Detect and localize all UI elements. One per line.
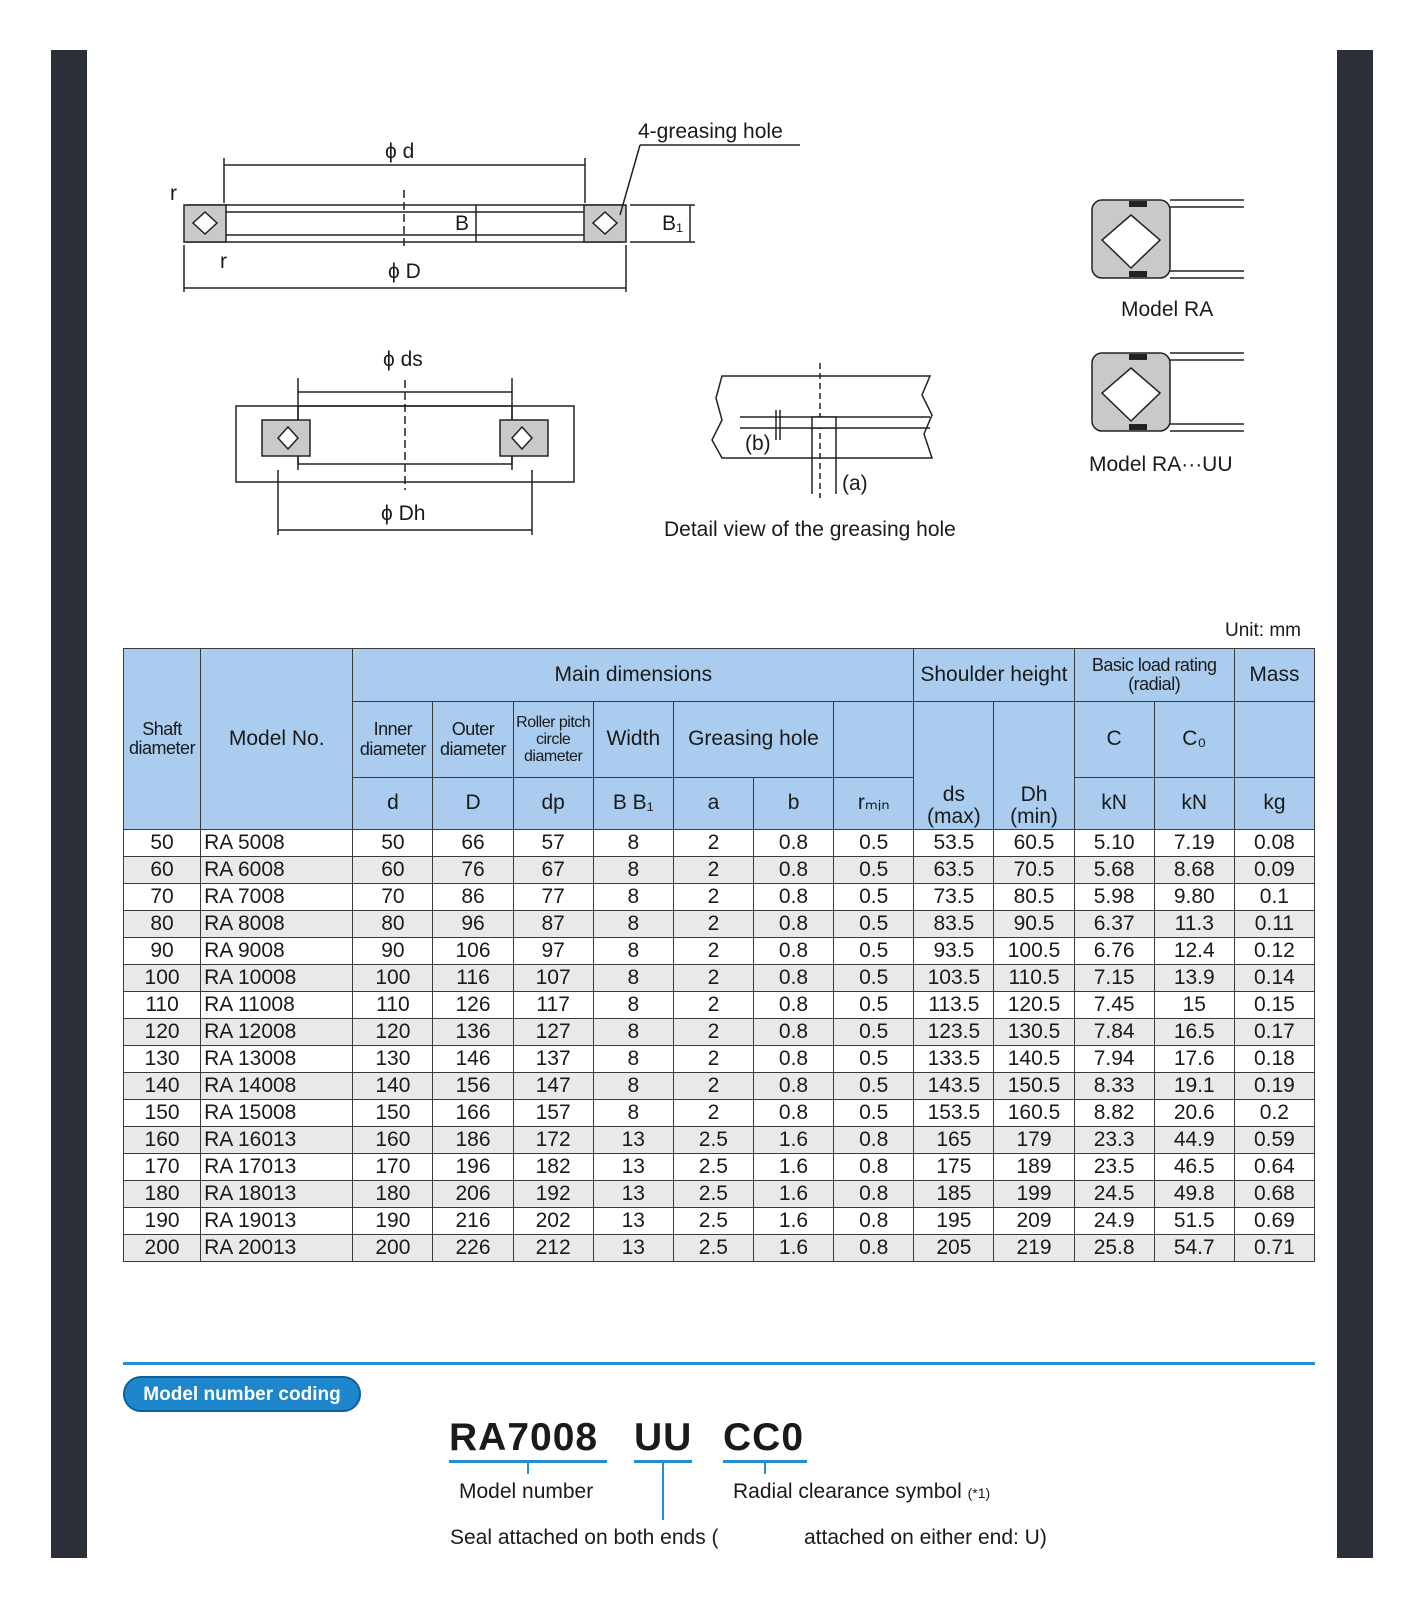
table-cell: RA 8008 xyxy=(201,911,353,938)
table-cell: 165 xyxy=(914,1127,994,1154)
table-cell: 2 xyxy=(673,1073,753,1100)
table-cell: 0.5 xyxy=(834,884,914,911)
header-d: d xyxy=(353,778,433,830)
table-cell: RA 17013 xyxy=(201,1154,353,1181)
table-cell: 0.8 xyxy=(834,1154,914,1181)
table-cell: 50 xyxy=(124,830,201,857)
table-cell: 90 xyxy=(353,938,433,965)
table-cell: RA 11008 xyxy=(201,992,353,1019)
label-seal-either-end: attached on either end: U) xyxy=(804,1526,1047,1549)
table-cell: 123.5 xyxy=(914,1019,994,1046)
table-cell: 1.6 xyxy=(753,1235,833,1262)
table-cell: 2 xyxy=(673,884,753,911)
table-cell: 0.71 xyxy=(1234,1235,1314,1262)
table-cell: 60 xyxy=(353,857,433,884)
table-cell: 1.6 xyxy=(753,1181,833,1208)
table-cell: 8 xyxy=(593,938,673,965)
table-cell: 0.8 xyxy=(753,857,833,884)
table-cell: 20.6 xyxy=(1154,1100,1234,1127)
header-kn-c: kN xyxy=(1074,778,1154,830)
table-cell: 0.5 xyxy=(834,992,914,1019)
table-cell: 0.14 xyxy=(1234,965,1314,992)
table-cell: 200 xyxy=(124,1235,201,1262)
table-cell: RA 20013 xyxy=(201,1235,353,1262)
table-cell: 70.5 xyxy=(994,857,1074,884)
table-cell: 202 xyxy=(513,1208,593,1235)
label-phi-d: ϕ d xyxy=(385,140,415,163)
table-cell: 13 xyxy=(593,1235,673,1262)
table-cell: 87 xyxy=(513,911,593,938)
table-row xyxy=(124,1127,1315,1154)
table-cell: 126 xyxy=(433,992,513,1019)
table-row xyxy=(124,1100,1315,1127)
table-cell: 0.5 xyxy=(834,911,914,938)
table-cell: 7.15 xyxy=(1074,965,1154,992)
table-cell: 0.8 xyxy=(834,1127,914,1154)
table-cell: 153.5 xyxy=(914,1100,994,1127)
table-cell: 15 xyxy=(1154,992,1234,1019)
table-cell: 70 xyxy=(124,884,201,911)
clearance-tick xyxy=(764,1460,766,1474)
table-cell: RA 9008 xyxy=(201,938,353,965)
table-cell: 80 xyxy=(353,911,433,938)
table-cell: 76 xyxy=(433,857,513,884)
header-dp: dp xyxy=(513,778,593,830)
header-ds-max: ds (max) xyxy=(914,702,994,830)
table-cell: 157 xyxy=(513,1100,593,1127)
table-row xyxy=(124,965,1315,992)
table-cell: 2 xyxy=(673,857,753,884)
table-cell: 8 xyxy=(593,1046,673,1073)
table-cell: 147 xyxy=(513,1073,593,1100)
table-cell: 2 xyxy=(673,1019,753,1046)
table-cell: 199 xyxy=(994,1181,1074,1208)
table-cell: 2 xyxy=(673,911,753,938)
table-cell: 1.6 xyxy=(753,1127,833,1154)
table-cell: 2.5 xyxy=(673,1208,753,1235)
table-cell: 200 xyxy=(353,1235,433,1262)
table-cell: 0.8 xyxy=(753,965,833,992)
table-cell: 0.59 xyxy=(1234,1127,1314,1154)
table-cell: 77 xyxy=(513,884,593,911)
header-basic-load-rating: Basic load rating (radial) xyxy=(1074,649,1234,702)
table-cell: 180 xyxy=(353,1181,433,1208)
table-cell: 1.6 xyxy=(753,1208,833,1235)
table-cell: 219 xyxy=(994,1235,1074,1262)
label-model-number: Model number xyxy=(459,1480,594,1503)
header-kg: kg xyxy=(1234,778,1314,830)
table-cell: 1.6 xyxy=(753,1154,833,1181)
table-cell: 13 xyxy=(593,1208,673,1235)
header-greasing-hole: Greasing hole xyxy=(673,702,833,778)
table-cell: 66 xyxy=(433,830,513,857)
table-cell: 0.8 xyxy=(753,884,833,911)
table-cell: 60.5 xyxy=(994,830,1074,857)
table-cell: 140.5 xyxy=(994,1046,1074,1073)
header-rmin: rₘᵢₙ xyxy=(834,778,914,830)
table-cell: 156 xyxy=(433,1073,513,1100)
header-shoulder-height: Shoulder height xyxy=(914,649,1074,702)
table-cell: 160 xyxy=(353,1127,433,1154)
table-cell: 24.5 xyxy=(1074,1181,1154,1208)
label-b-detail: (b) xyxy=(745,432,771,455)
table-cell: 6.37 xyxy=(1074,911,1154,938)
table-cell: 209 xyxy=(994,1208,1074,1235)
code-model-part: RA7008 xyxy=(449,1416,599,1459)
table-row xyxy=(124,1046,1315,1073)
label-radial-clearance xyxy=(733,1480,990,1504)
table-cell: 8 xyxy=(593,1019,673,1046)
table-cell: 116 xyxy=(433,965,513,992)
table-cell: 166 xyxy=(433,1100,513,1127)
header-width: Width xyxy=(593,702,673,778)
table-cell: 110 xyxy=(124,992,201,1019)
table-cell: 0.5 xyxy=(834,857,914,884)
code-seal-part: UU xyxy=(634,1416,693,1459)
table-cell: RA 10008 xyxy=(201,965,353,992)
table-cell: 120.5 xyxy=(994,992,1074,1019)
table-cell: 130 xyxy=(353,1046,433,1073)
table-cell: 49.8 xyxy=(1154,1181,1234,1208)
table-cell: 73.5 xyxy=(914,884,994,911)
header-dh-min: Dh (min) xyxy=(994,702,1074,830)
table-cell: 0.5 xyxy=(834,1046,914,1073)
table-row xyxy=(124,857,1315,884)
table-cell: RA 19013 xyxy=(201,1208,353,1235)
table-cell: 11.3 xyxy=(1154,911,1234,938)
table-cell: RA 15008 xyxy=(201,1100,353,1127)
table-cell: 2.5 xyxy=(673,1154,753,1181)
table-row xyxy=(124,938,1315,965)
detail-caption: Detail view of the greasing hole xyxy=(664,518,956,541)
table-cell: 13 xyxy=(593,1154,673,1181)
table-cell: RA 18013 xyxy=(201,1181,353,1208)
table-cell: 7.19 xyxy=(1154,830,1234,857)
table-cell: 160.5 xyxy=(994,1100,1074,1127)
table-cell: 8.68 xyxy=(1154,857,1234,884)
table-cell: 2 xyxy=(673,965,753,992)
table-cell: 196 xyxy=(433,1154,513,1181)
table-cell: 0.5 xyxy=(834,938,914,965)
table-row xyxy=(124,992,1315,1019)
table-cell: 54.7 xyxy=(1154,1235,1234,1262)
table-cell: 150.5 xyxy=(994,1073,1074,1100)
table-cell: 2 xyxy=(673,1046,753,1073)
table-cell: 7.84 xyxy=(1074,1019,1154,1046)
table-cell: 46.5 xyxy=(1154,1154,1234,1181)
table-cell: 0.09 xyxy=(1234,857,1314,884)
table-cell: 103.5 xyxy=(914,965,994,992)
label-model-ra-uu: Model RA···UU xyxy=(1089,453,1233,476)
table-cell: 86 xyxy=(433,884,513,911)
table-cell: 120 xyxy=(353,1019,433,1046)
table-row xyxy=(124,1235,1315,1262)
table-cell: 0.8 xyxy=(834,1235,914,1262)
table-cell: 146 xyxy=(433,1046,513,1073)
header-inner-diameter: Inner diameter xyxy=(353,702,433,778)
table-cell: 0.8 xyxy=(753,911,833,938)
table-cell: 150 xyxy=(353,1100,433,1127)
table-cell: 0.8 xyxy=(753,830,833,857)
header-shaft-diameter: Shaft diameter xyxy=(124,649,201,830)
table-cell: 0.8 xyxy=(753,992,833,1019)
header-bb1: B B₁ xyxy=(593,778,673,830)
table-cell: 96 xyxy=(433,911,513,938)
table-cell: 2 xyxy=(673,1100,753,1127)
table-cell: 192 xyxy=(513,1181,593,1208)
table-cell: 51.5 xyxy=(1154,1208,1234,1235)
table-cell: 13 xyxy=(593,1127,673,1154)
label-seal-both-ends: Seal attached on both ends ( xyxy=(450,1526,719,1549)
table-cell: RA 12008 xyxy=(201,1019,353,1046)
table-cell: 117 xyxy=(513,992,593,1019)
table-cell: 127 xyxy=(513,1019,593,1046)
table-cell: 90 xyxy=(124,938,201,965)
table-cell: 190 xyxy=(124,1208,201,1235)
table-cell: 179 xyxy=(994,1127,1074,1154)
table-cell: 0.5 xyxy=(834,1019,914,1046)
table-cell: 170 xyxy=(124,1154,201,1181)
table-body xyxy=(124,830,1315,1262)
table-cell: 2 xyxy=(673,938,753,965)
table-cell: 13.9 xyxy=(1154,965,1234,992)
table-cell: 2.5 xyxy=(673,1127,753,1154)
table-cell: 8 xyxy=(593,965,673,992)
header-a: a xyxy=(673,778,753,830)
table-cell: 53.5 xyxy=(914,830,994,857)
table-cell: 0.8 xyxy=(834,1208,914,1235)
table-row xyxy=(124,830,1315,857)
table-cell: 195 xyxy=(914,1208,994,1235)
table-cell: 8 xyxy=(593,1100,673,1127)
label-radial-clearance-text: Radial clearance symbol xyxy=(733,1480,962,1503)
table-cell: 7.94 xyxy=(1074,1046,1154,1073)
table-cell: 90.5 xyxy=(994,911,1074,938)
table-cell: 0.5 xyxy=(834,1073,914,1100)
table-cell: 5.98 xyxy=(1074,884,1154,911)
header-blank-rmin xyxy=(834,702,914,778)
table-cell: RA 16013 xyxy=(201,1127,353,1154)
table-cell: 2 xyxy=(673,992,753,1019)
table-cell: 136 xyxy=(433,1019,513,1046)
table-cell: 107 xyxy=(513,965,593,992)
table-cell: 133.5 xyxy=(914,1046,994,1073)
table-cell: 0.69 xyxy=(1234,1208,1314,1235)
table-cell: 97 xyxy=(513,938,593,965)
table-cell: 140 xyxy=(353,1073,433,1100)
table-cell: 190 xyxy=(353,1208,433,1235)
table-cell: 0.8 xyxy=(753,1100,833,1127)
table-cell: 186 xyxy=(433,1127,513,1154)
model-number-coding-badge: Model number coding xyxy=(123,1376,361,1412)
table-cell: 0.8 xyxy=(753,938,833,965)
label-a-detail: (a) xyxy=(842,472,868,495)
table-cell: 57 xyxy=(513,830,593,857)
code-clearance-part: CC0 xyxy=(723,1416,805,1459)
table-cell: 0.1 xyxy=(1234,884,1314,911)
table-cell: RA 5008 xyxy=(201,830,353,857)
table-row xyxy=(124,1181,1315,1208)
table-cell: 6.76 xyxy=(1074,938,1154,965)
table-cell: 8 xyxy=(593,1073,673,1100)
table-cell: 100.5 xyxy=(994,938,1074,965)
section-divider xyxy=(123,1362,1315,1365)
table-cell: 24.9 xyxy=(1074,1208,1154,1235)
table-cell: 50 xyxy=(353,830,433,857)
table-cell: 2 xyxy=(673,830,753,857)
table-cell: 12.4 xyxy=(1154,938,1234,965)
table-cell: 110.5 xyxy=(994,965,1074,992)
table-cell: 0.19 xyxy=(1234,1073,1314,1100)
table-cell: 0.12 xyxy=(1234,938,1314,965)
table-cell: 0.64 xyxy=(1234,1154,1314,1181)
table-cell: 189 xyxy=(994,1154,1074,1181)
table-cell: 23.5 xyxy=(1074,1154,1154,1181)
specification-table xyxy=(123,648,1315,1262)
header-c0: C₀ xyxy=(1154,702,1234,778)
table-cell: 2.5 xyxy=(673,1235,753,1262)
table-cell: 80.5 xyxy=(994,884,1074,911)
label-radial-clearance-note: (*1) xyxy=(967,1485,991,1501)
table-cell: 150 xyxy=(124,1100,201,1127)
table-cell: 83.5 xyxy=(914,911,994,938)
table-cell: 130.5 xyxy=(994,1019,1074,1046)
table-cell: 2.5 xyxy=(673,1181,753,1208)
table-cell: 8.82 xyxy=(1074,1100,1154,1127)
table-cell: RA 7008 xyxy=(201,884,353,911)
table-cell: 130 xyxy=(124,1046,201,1073)
table-cell: 137 xyxy=(513,1046,593,1073)
table-row xyxy=(124,911,1315,938)
table-cell: 120 xyxy=(124,1019,201,1046)
table-cell: RA 13008 xyxy=(201,1046,353,1073)
table-cell: 0.8 xyxy=(753,1046,833,1073)
table-cell: 180 xyxy=(124,1181,201,1208)
model-tick xyxy=(527,1460,529,1474)
table-cell: 106 xyxy=(433,938,513,965)
table-cell: 0.11 xyxy=(1234,911,1314,938)
table-cell: 212 xyxy=(513,1235,593,1262)
table-cell: 226 xyxy=(433,1235,513,1262)
table-cell: 8 xyxy=(593,857,673,884)
table-cell: 110 xyxy=(353,992,433,1019)
table-cell: 17.6 xyxy=(1154,1046,1234,1073)
header-roller-pitch: Roller pitch circle diameter xyxy=(513,702,593,778)
table-cell: 5.10 xyxy=(1074,830,1154,857)
table-cell: 0.5 xyxy=(834,830,914,857)
table-cell: 100 xyxy=(124,965,201,992)
table-row xyxy=(124,1154,1315,1181)
table-cell: RA 6008 xyxy=(201,857,353,884)
table-cell: 100 xyxy=(353,965,433,992)
table-cell: 16.5 xyxy=(1154,1019,1234,1046)
table-cell: 93.5 xyxy=(914,938,994,965)
table-cell: 80 xyxy=(124,911,201,938)
table-cell: 175 xyxy=(914,1154,994,1181)
table-cell: 140 xyxy=(124,1073,201,1100)
table-cell: 5.68 xyxy=(1074,857,1154,884)
table-cell: 8.33 xyxy=(1074,1073,1154,1100)
table-cell: 206 xyxy=(433,1181,513,1208)
label-model-ra: Model RA xyxy=(1121,298,1214,321)
table-cell: 63.5 xyxy=(914,857,994,884)
table-cell: RA 14008 xyxy=(201,1073,353,1100)
table-cell: 0.2 xyxy=(1234,1100,1314,1127)
table-cell: 0.15 xyxy=(1234,992,1314,1019)
table-cell: 185 xyxy=(914,1181,994,1208)
table-row xyxy=(124,884,1315,911)
table-cell: 0.5 xyxy=(834,1100,914,1127)
header-b: b xyxy=(753,778,833,830)
table-cell: 8 xyxy=(593,830,673,857)
header-c: C xyxy=(1074,702,1154,778)
table-row xyxy=(124,1073,1315,1100)
table-cell: 23.3 xyxy=(1074,1127,1154,1154)
table-cell: 44.9 xyxy=(1154,1127,1234,1154)
table-cell: 0.8 xyxy=(753,1019,833,1046)
table-row xyxy=(124,1208,1315,1235)
label-greasing-hole: 4-greasing hole xyxy=(638,120,783,143)
table-cell: 0.8 xyxy=(753,1073,833,1100)
table-cell: 8 xyxy=(593,884,673,911)
table-cell: 143.5 xyxy=(914,1073,994,1100)
table-cell: 182 xyxy=(513,1154,593,1181)
table-cell: 8 xyxy=(593,911,673,938)
table-cell: 0.68 xyxy=(1234,1181,1314,1208)
table-cell: 7.45 xyxy=(1074,992,1154,1019)
table-cell: 0.08 xyxy=(1234,830,1314,857)
table-cell: 172 xyxy=(513,1127,593,1154)
unit-label: Unit: mm xyxy=(1225,620,1301,641)
label-phi-ds: ϕ ds xyxy=(383,348,423,371)
label-r-top: r xyxy=(170,182,177,205)
table-cell: 19.1 xyxy=(1154,1073,1234,1100)
table-cell: 0.18 xyxy=(1234,1046,1314,1073)
table-row xyxy=(124,1019,1315,1046)
table-cell: 170 xyxy=(353,1154,433,1181)
table-cell: 13 xyxy=(593,1181,673,1208)
header-kn-c0: kN xyxy=(1154,778,1234,830)
label-B1: B₁ xyxy=(662,212,684,235)
label-B: B xyxy=(455,212,470,235)
table-cell: 70 xyxy=(353,884,433,911)
label-phi-D: ϕ D xyxy=(388,260,421,283)
table-cell: 160 xyxy=(124,1127,201,1154)
table-cell: 113.5 xyxy=(914,992,994,1019)
header-outer-diameter: Outer diameter xyxy=(433,702,513,778)
table-cell: 67 xyxy=(513,857,593,884)
table-cell: 205 xyxy=(914,1235,994,1262)
header-mass: Mass xyxy=(1234,649,1314,702)
header-model-no: Model No. xyxy=(201,649,353,830)
table-cell: 0.17 xyxy=(1234,1019,1314,1046)
table-cell: 9.80 xyxy=(1154,884,1234,911)
table-cell: 60 xyxy=(124,857,201,884)
table-cell: 0.8 xyxy=(834,1181,914,1208)
label-phi-Dh: ϕ Dh xyxy=(381,502,426,525)
table-cell: 0.5 xyxy=(834,965,914,992)
header-main-dimensions: Main dimensions xyxy=(353,649,914,702)
label-r-bottom: r xyxy=(220,250,227,273)
header-D: D xyxy=(433,778,513,830)
seal-tick xyxy=(662,1460,664,1520)
table-cell: 8 xyxy=(593,992,673,1019)
table-cell: 25.8 xyxy=(1074,1235,1154,1262)
table-cell: 216 xyxy=(433,1208,513,1235)
header-blank-mass xyxy=(1234,702,1314,778)
